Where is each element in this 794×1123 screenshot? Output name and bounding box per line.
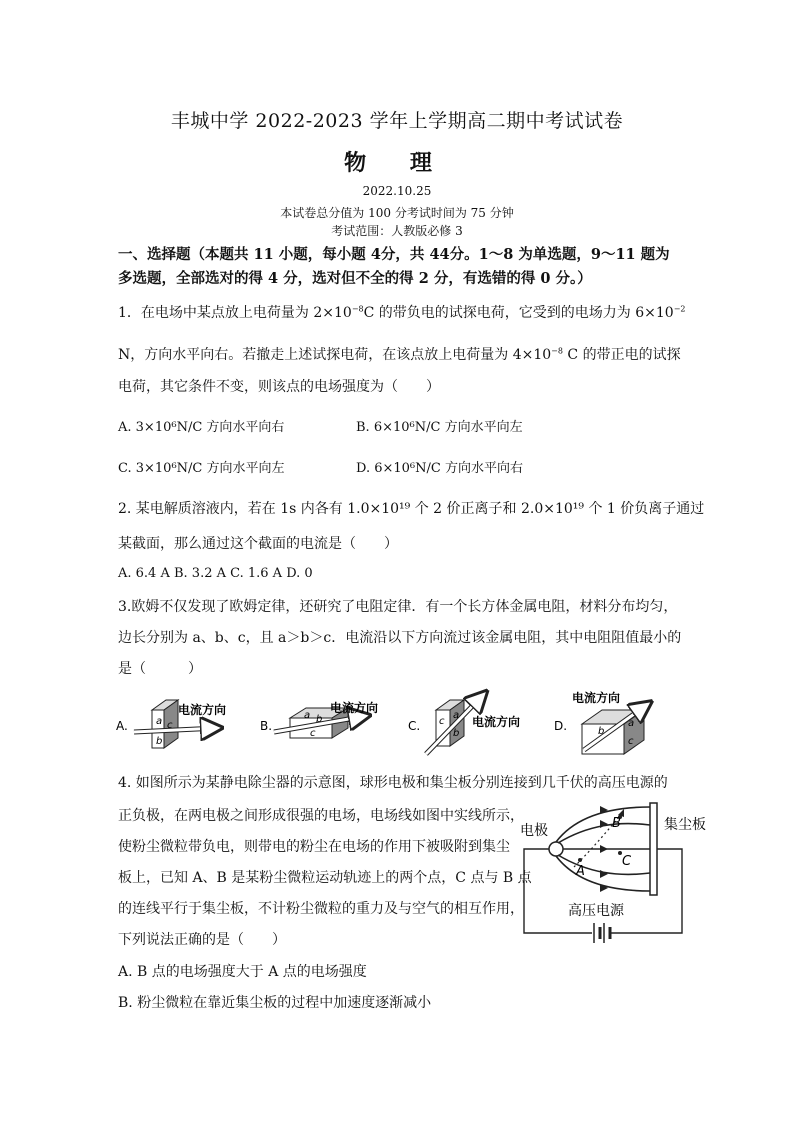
point-c-label: C bbox=[622, 854, 632, 869]
q3-figures bbox=[114, 688, 674, 760]
q3-b-edge-c: c bbox=[310, 728, 316, 739]
q3-a-caption: 电流方向 bbox=[178, 703, 227, 717]
q1-option-c: C. 3×10⁶N/C 方向水平向左 bbox=[118, 461, 285, 476]
q3-b-edge-a: a bbox=[304, 710, 311, 721]
exam-scope: 考试范围：人教版必修 3 bbox=[331, 224, 463, 238]
q3-label-b: B. bbox=[260, 719, 273, 733]
q1-line1-b: C 的带负电的试探电荷，它受到的电场力为 6×10 bbox=[363, 305, 674, 321]
q1-exp3: −8 bbox=[551, 346, 563, 356]
q1-option-d: D. 6×10⁶N/C 方向水平向右 bbox=[356, 461, 523, 476]
q3-d-caption: 电流方向 bbox=[572, 691, 621, 705]
q1-line1-a: 1．在电场中某点放上电荷量为 2×10 bbox=[118, 305, 352, 321]
q1-line3: 电荷，其它条件不变，则该点的电场强度为（ ） bbox=[118, 379, 440, 395]
q4-precipitator-figure bbox=[518, 793, 718, 948]
point-b-label: B bbox=[612, 816, 621, 831]
q3-label-d: D. bbox=[554, 719, 568, 733]
exam-date: 2022.10.25 bbox=[362, 184, 432, 198]
sphere-electrode bbox=[549, 842, 563, 856]
q3-figure-d bbox=[554, 690, 648, 754]
q3-c-edge-b: b bbox=[453, 728, 460, 739]
field-arrowheads bbox=[600, 806, 608, 892]
q3-a-edge-a: a bbox=[156, 716, 163, 727]
q3-d-edge-a: a bbox=[628, 718, 635, 729]
q2-options: A. 6.4 A B. 3.2 A C. 1.6 A D. 0 bbox=[118, 566, 313, 581]
exam-info: 本试卷总分值为 100 分考试时间为 75 分钟 bbox=[280, 206, 514, 220]
q4-option-b: B. 粉尘微粒在靠近集尘板的过程中加速度逐渐减小 bbox=[118, 995, 432, 1011]
section-heading-line2: 多选题，全部选对的得 4 分，选对但不全的得 2 分，有选错的得 0 分。） bbox=[118, 270, 592, 287]
collector-plate-label: 集尘板 bbox=[664, 817, 706, 833]
q3-figure-a bbox=[116, 700, 226, 748]
point-a-label: A bbox=[576, 864, 585, 879]
point-a-dot bbox=[578, 858, 582, 862]
electrode-label: 电极 bbox=[520, 823, 548, 839]
q4-line3: 使粉尘微粒带负电，则带电的粉尘在电场的作用下被吸附到集尘 bbox=[118, 839, 510, 855]
q1-option-a: A. 3×10⁶N/C 方向水平向右 bbox=[118, 420, 285, 435]
q4-line2: 正负极，在两电极之间形成很强的电场，电场线如图中实线所示， bbox=[118, 808, 524, 824]
q3-label-a: A. bbox=[116, 719, 128, 733]
q3-d-edge-b: b bbox=[598, 726, 605, 737]
q4-line4: 板上，已知 A、B 是某粉尘微粒运动轨迹上的两个点，C 点与 B 点 bbox=[118, 870, 532, 886]
q3-b-caption: 电流方向 bbox=[330, 701, 379, 715]
collector-plate bbox=[650, 803, 657, 895]
q3-figure-b bbox=[260, 700, 378, 739]
circuit-wires bbox=[524, 849, 682, 933]
battery-symbol bbox=[594, 923, 610, 943]
q3-c-edge-c: c bbox=[439, 716, 445, 727]
q3-figure-c bbox=[408, 694, 520, 754]
power-supply-label: 高压电源 bbox=[568, 903, 624, 919]
q1-option-b: B. 6×10⁶N/C 方向水平向左 bbox=[356, 420, 523, 435]
q4-line5: 的连线平行于集尘板，不计粉尘微粒的重力及与空气的相互作用， bbox=[118, 901, 524, 917]
q1-line2 bbox=[118, 344, 681, 364]
q3-c-caption: 电流方向 bbox=[472, 715, 521, 729]
q3-line3: 是（ ） bbox=[118, 661, 202, 677]
q3-a-edge-b: b bbox=[156, 736, 163, 747]
q3-a-edge-c: c bbox=[167, 720, 173, 731]
q2-line2: 某截面，那么通过这个截面的电流是（ ） bbox=[118, 536, 398, 552]
q4-line6: 下列说法正确的是（ ） bbox=[118, 932, 286, 948]
q2-line1: 2. 某电解质溶液内，若在 1s 内各有 1.0×10¹⁹ 个 2 价正离子和 2.0×10¹⁹ 个 1 价负离子通过 bbox=[118, 501, 705, 517]
q3-line1: 3.欧姆不仅发现了欧姆定律，还研究了电阻定律．有一个长方体金属电阻，材料分布均匀， bbox=[118, 599, 678, 615]
q1-exp1: −8 bbox=[351, 304, 364, 314]
q3-label-c: C. bbox=[408, 719, 421, 733]
q1-exp2: −2 bbox=[673, 304, 686, 314]
q1-line2-b: C 的带正电的试探 bbox=[562, 347, 681, 363]
q3-b-edge-b: b bbox=[316, 714, 323, 725]
q4-option-a: A. B 点的电场强度大于 A 点的电场强度 bbox=[118, 964, 367, 980]
subject-title: 物 理 bbox=[344, 150, 450, 176]
q3-line2: 边长分别为 a、b、c，且 a＞b＞c．电流沿以下方向流过该金属电阻，其中电阻阻值最小的 bbox=[118, 630, 682, 646]
q3-c-edge-a: a bbox=[453, 710, 460, 721]
section-heading-line1: 一、选择题（本题共 11 小题，每小题 4分，共 44分。1～8 为单选题，9～11 题为 bbox=[118, 246, 670, 263]
q1-line2-a: N，方向水平向右。若撤走上述试探电荷，在该点放上电荷量为 4×10 bbox=[118, 347, 552, 363]
q4-line1: 4. 如图所示为某静电除尘器的示意图，球形电极和集尘板分别连接到几千伏的高压电源的 bbox=[118, 775, 668, 791]
q1-line1 bbox=[118, 302, 685, 322]
q3-d-edge-c: c bbox=[628, 736, 634, 747]
exam-title: 丰城中学 2022-2023 学年上学期高二期中考试试卷 bbox=[170, 110, 624, 132]
